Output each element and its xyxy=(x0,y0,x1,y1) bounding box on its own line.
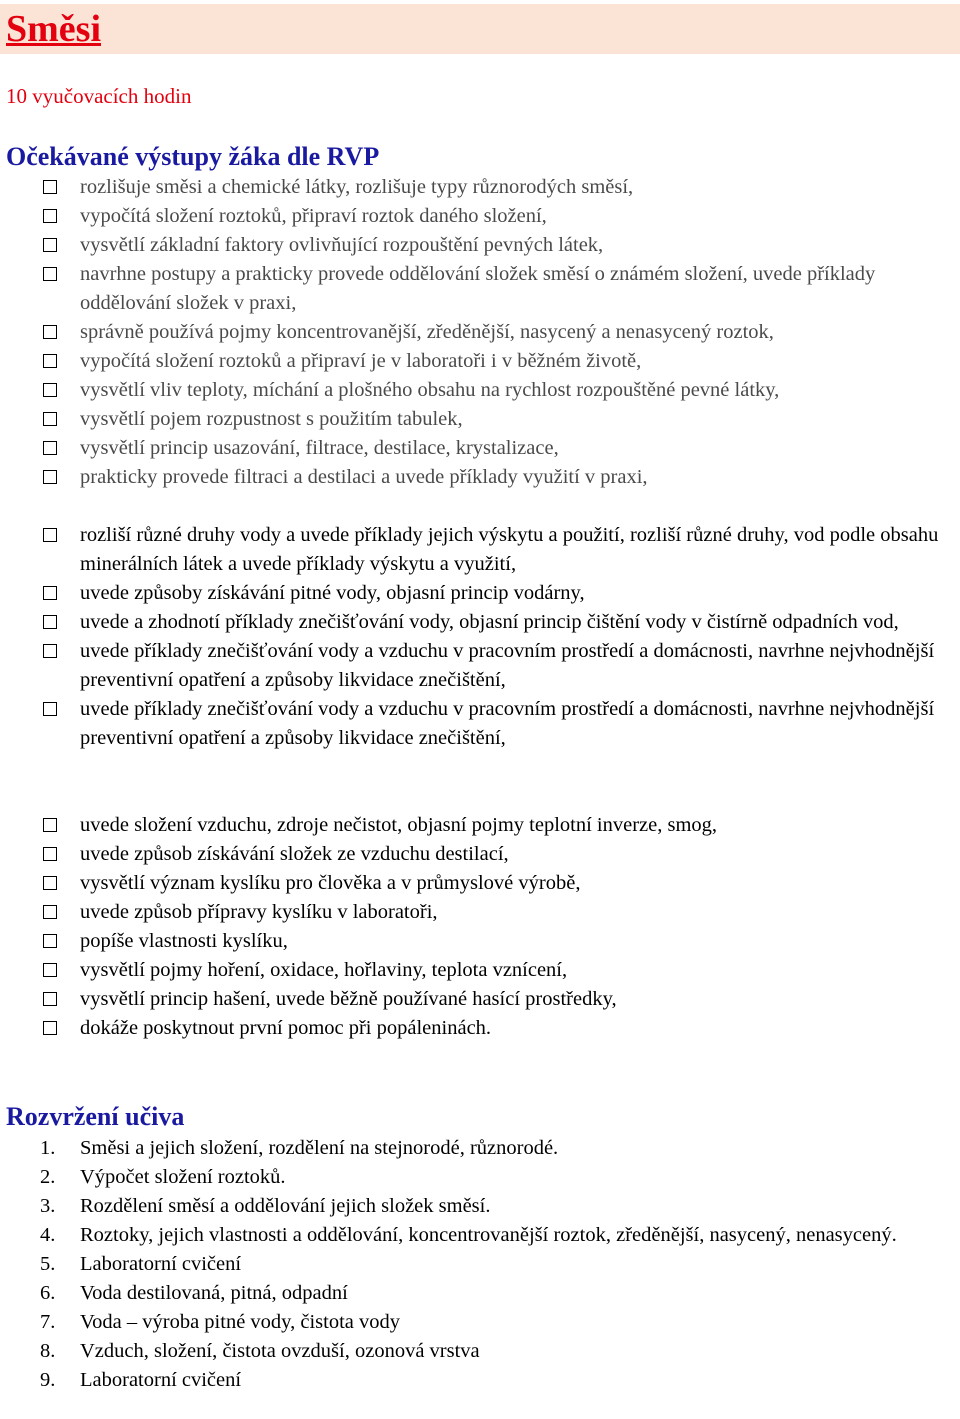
item-number: 6. xyxy=(40,1282,56,1304)
checkbox-icon xyxy=(43,1021,57,1035)
title-band xyxy=(0,4,960,54)
output-item xyxy=(0,260,960,318)
curriculum-item xyxy=(0,1279,960,1308)
item-number: 3. xyxy=(40,1195,56,1217)
output-item xyxy=(0,898,960,927)
output-text: prakticky provede filtraci a destilaci a uvede příklady využití v praxi, xyxy=(80,466,648,488)
checkbox-icon xyxy=(43,876,57,890)
item-text: Roztoky, jejich vlastnosti a oddělování, koncentrovanější roztok, zředěnější, nasycený, nenasycený. xyxy=(80,1224,897,1246)
checkbox-icon xyxy=(43,180,57,194)
output-item xyxy=(0,1014,960,1043)
checkbox-icon xyxy=(43,528,57,542)
checkbox-icon xyxy=(43,383,57,397)
curriculum-item xyxy=(0,1366,960,1395)
page-title: Směsi xyxy=(6,8,101,50)
output-item xyxy=(0,811,960,840)
curriculum-item xyxy=(0,1337,960,1366)
output-item xyxy=(0,376,960,405)
checkbox-icon xyxy=(43,992,57,1006)
curriculum-item xyxy=(0,1250,960,1279)
output-text: uvede a zhodnotí příklady znečišťování vody, objasní princip čištění vody v čistírně odpadních vod, xyxy=(80,611,899,633)
output-text: rozlišuje směsi a chemické látky, rozlišuje typy různorodých směsí, xyxy=(80,176,634,198)
checkbox-icon xyxy=(43,209,57,223)
output-item xyxy=(0,231,960,260)
output-text: vypočítá složení roztoků, připraví roztok daného složení, xyxy=(80,205,547,227)
checkbox-icon xyxy=(43,905,57,919)
checkbox-icon xyxy=(43,644,57,658)
output-text: navrhne postupy a prakticky provede oddělování složek směsí o známém složení, uvede příklady oddělování složek v praxi, xyxy=(80,263,876,314)
item-number: 8. xyxy=(40,1340,56,1362)
item-text: Výpočet složení roztoků. xyxy=(80,1166,286,1188)
curriculum-item xyxy=(0,1134,960,1163)
output-item xyxy=(0,521,960,579)
output-item xyxy=(0,434,960,463)
output-item xyxy=(0,347,960,376)
output-text: vysvětlí základní faktory ovlivňující rozpouštění pevných látek, xyxy=(80,234,604,256)
outputs-list-air xyxy=(0,811,960,1043)
output-item xyxy=(0,173,960,202)
item-number: 2. xyxy=(40,1166,56,1188)
checkbox-icon xyxy=(43,238,57,252)
item-number: 4. xyxy=(40,1224,56,1246)
output-item xyxy=(0,985,960,1014)
item-text: Směsi a jejich složení, rozdělení na stejnorodé, různorodé. xyxy=(80,1137,559,1159)
output-text: vysvětlí princip hašení, uvede běžně používané hasící prostředky, xyxy=(80,988,617,1010)
item-number: 9. xyxy=(40,1369,56,1391)
output-text: vysvětlí význam kyslíku pro člověka a v průmyslové výrobě, xyxy=(80,872,581,894)
output-text: vypočítá složení roztoků a připraví je v laboratoři i v běžném životě, xyxy=(80,350,642,372)
output-item xyxy=(0,405,960,434)
curriculum-item xyxy=(0,1192,960,1221)
item-text: Laboratorní cvičení xyxy=(80,1369,242,1391)
output-text: popíše vlastnosti kyslíku, xyxy=(80,930,288,952)
item-text: Voda – výroba pitné vody, čistota vody xyxy=(80,1311,400,1333)
item-text: Rozdělení směsí a oddělování jejich složek směsí. xyxy=(80,1195,491,1217)
output-text: uvede způsoby získávání pitné vody, objasní princip vodárny, xyxy=(80,582,585,604)
item-number: 1. xyxy=(40,1137,56,1159)
outputs-heading: Očekávané výstupy žáka dle RVP xyxy=(6,142,380,171)
checkbox-icon xyxy=(43,412,57,426)
checkbox-icon xyxy=(43,470,57,484)
output-text: uvede složení vzduchu, zdroje nečistot, objasní pojmy teplotní inverze, smog, xyxy=(80,814,718,836)
checkbox-icon xyxy=(43,702,57,716)
output-text: vysvětlí pojem rozpustnost s použitím tabulek, xyxy=(80,408,463,430)
output-item xyxy=(0,318,960,347)
checkbox-icon xyxy=(43,354,57,368)
output-item xyxy=(0,840,960,869)
item-text: Voda destilovaná, pitná, odpadní xyxy=(80,1282,348,1304)
checkbox-icon xyxy=(43,615,57,629)
checkbox-icon xyxy=(43,963,57,977)
checkbox-icon xyxy=(43,847,57,861)
curriculum-item xyxy=(0,1221,960,1250)
checkbox-icon xyxy=(43,818,57,832)
checkbox-icon xyxy=(43,586,57,600)
checkbox-icon xyxy=(43,325,57,339)
checkbox-icon xyxy=(43,267,57,281)
output-text: vysvětlí pojmy hoření, oxidace, hořlaviny, teplota vznícení, xyxy=(80,959,568,981)
output-item xyxy=(0,202,960,231)
output-item xyxy=(0,869,960,898)
item-number: 5. xyxy=(40,1253,56,1275)
output-text: vysvětlí vliv teploty, míchání a plošného obsahu na rychlost rozpouštěné pevné látky, xyxy=(80,379,780,401)
output-item xyxy=(0,956,960,985)
output-text: uvede způsob přípravy kyslíku v laboratoři, xyxy=(80,901,438,923)
outputs-list-water xyxy=(0,521,960,753)
output-text: správně používá pojmy koncentrovanější, zředěnější, nasycený a nenasycený roztok, xyxy=(80,321,774,343)
output-text: rozliší různé druhy vody a uvede příklady jejich výskytu a použití, rozliší různé druhy, vod podle obsahu minerálních látek a uvede příklady výskytu a využití, xyxy=(80,524,939,575)
curriculum-item xyxy=(0,1308,960,1337)
curriculum-list xyxy=(0,1134,960,1395)
output-text: uvede příklady znečišťování vody a vzduchu v pracovním prostředí a domácnosti, navrhne nejvhodnější preventivní opatření a způsoby likvidace znečištění, xyxy=(80,698,935,749)
lesson-hours: 10 vyučovacích hodin xyxy=(6,84,192,108)
output-text: dokáže poskytnout první pomoc při popáleninách. xyxy=(80,1017,492,1039)
output-text: uvede způsob získávání složek ze vzduchu destilací, xyxy=(80,843,509,865)
output-text: uvede příklady znečišťování vody a vzduchu v pracovním prostředí a domácnosti, navrhne nejvhodnější preventivní opatření a způsoby likvidace znečištění, xyxy=(80,640,935,691)
output-item xyxy=(0,695,960,753)
output-item xyxy=(0,579,960,608)
item-text: Vzduch, složení, čistota ovzduší, ozonová vrstva xyxy=(80,1340,480,1362)
outputs-list-mixtures xyxy=(0,173,960,492)
curriculum-item xyxy=(0,1163,960,1192)
item-text: Laboratorní cvičení xyxy=(80,1253,242,1275)
checkbox-icon xyxy=(43,934,57,948)
output-text: vysvětlí princip usazování, filtrace, destilace, krystalizace, xyxy=(80,437,559,459)
output-item xyxy=(0,637,960,695)
item-number: 7. xyxy=(40,1311,56,1333)
checkbox-icon xyxy=(43,441,57,455)
curriculum-heading: Rozvržení učiva xyxy=(6,1102,185,1131)
output-item xyxy=(0,608,960,637)
output-item xyxy=(0,463,960,492)
output-item xyxy=(0,927,960,956)
